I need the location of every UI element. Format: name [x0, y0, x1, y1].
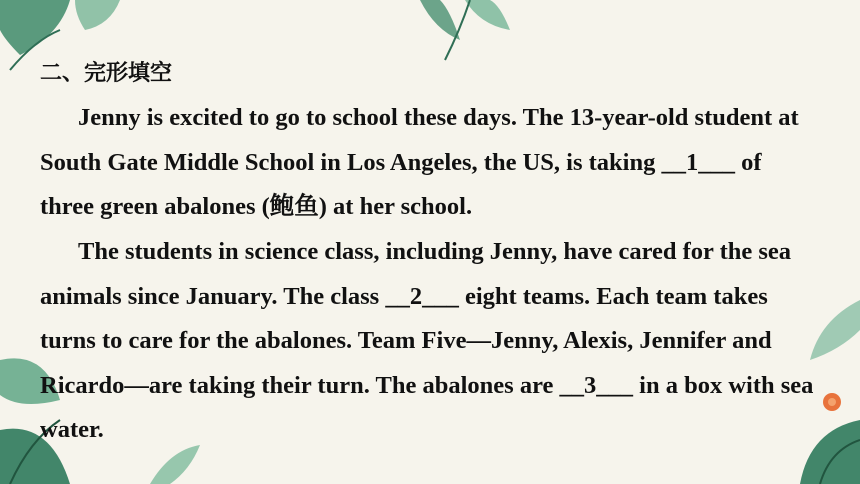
section-heading: 二、完形填空	[40, 61, 173, 86]
paragraph-2	[40, 230, 820, 453]
paragraph-2-text-before: The students in science class, including Jenny, have cared for the sea animals since January. The class	[40, 238, 792, 310]
paragraph-1-text-before: Jenny is excited to go to school these days. The 13-year-old student at South Gate Middle School in Los Angeles, the US, is taking	[40, 104, 799, 176]
blank-1: __1___	[661, 148, 735, 176]
paragraph-2-text-middle: eight teams. Each team takes turns to care for the abalones. Team Five—Jenny, Alexis, Jennifer and Ricardo—are taking their turn. The abalones are	[40, 282, 772, 399]
blank-3: __3___	[559, 371, 634, 399]
blank-2: __2___	[385, 282, 459, 310]
paragraph-1-text-after: of three green abalones (鲍鱼) at her school.	[40, 148, 762, 221]
paragraph-2-text-after: in a box with sea water.	[40, 371, 814, 444]
leaf-decoration-top-right-icon	[400, 0, 530, 70]
paragraph-1	[40, 96, 820, 230]
